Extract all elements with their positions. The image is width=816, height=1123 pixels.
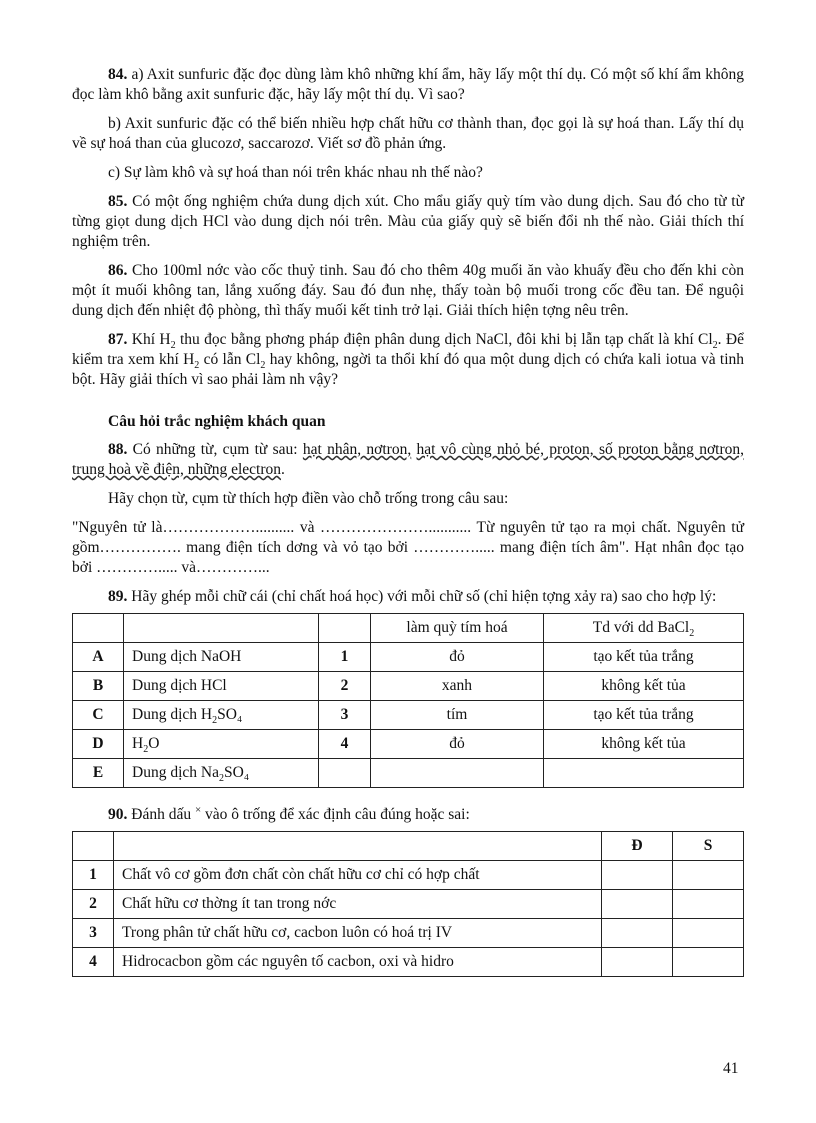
q89-header-row [73, 614, 744, 643]
answer-box-true[interactable] [602, 861, 673, 890]
q86: 86. Cho 100ml nớc vào cốc thuỷ tinh. Sau đó cho thêm 40g muối ăn vào khuấy đều cho đến khi còn một ít muối không tan, lắng xuống đáy. Sau đó đun nhẹ, thấy toàn bộ muối trong cốc đều tan. Để nguội dung dịch đến nhiệt độ phòng, thì thấy muối kết tinh trở lại. Giải thích hiện tợng nêu trên. [72, 262, 744, 319]
table-row: D $H_2O$ 4 đỏ không kết tủa [73, 730, 744, 759]
q90-true-false-table [72, 831, 744, 977]
page-content [72, 65, 744, 977]
table-row: 3 Trong phân tử chất hữu cơ, cacbon luôn có hoá trị IV [73, 919, 744, 948]
header-litmus: làm quỳ tím hoá [371, 614, 544, 643]
q89: 89. Hãy ghép mỗi chữ cái (chỉ chất hoá học) với mỗi chữ số (chỉ hiện tợng xảy ra) sao cho hợp lý: [108, 588, 717, 605]
table-row: B Dung dịch HCl 2 xanh không kết tủa [73, 672, 744, 701]
q90-header-row [73, 832, 744, 861]
table-row: 4 Hidrocacbon gồm các nguyên tố cacbon, oxi và hidro [73, 948, 744, 977]
header-false: S [673, 832, 744, 861]
section-heading: Câu hỏi trắc nghiệm khách quan [108, 413, 326, 430]
q84-b: b) Axit sunfuric đặc có thể biến nhiều hợp chất hữu cơ thành than, đọc gọi là sự hoá than. Lấy thí dụ về sự hoá than của glucozơ, saccarozơ. Viết sơ đồ phản ứng. [72, 115, 744, 152]
answer-box-false[interactable] [673, 861, 744, 890]
header-true: Đ [602, 832, 673, 861]
answer-box-true[interactable] [602, 948, 673, 977]
q89-matching-table [72, 613, 744, 788]
answer-box-false[interactable] [673, 948, 744, 977]
q90: 90. Đánh dấu × vào ô trống để xác định câu đúng hoặc sai: [108, 804, 470, 824]
answer-box-false[interactable] [673, 890, 744, 919]
table-row: A Dung dịch NaOH 1 đỏ tạo kết tủa trắng [73, 643, 744, 672]
answer-box-true[interactable] [602, 890, 673, 919]
q88-instruction: Hãy chọn từ, cụm từ thích hợp điền vào chỗ trống trong câu sau: [108, 490, 509, 507]
q84-c: c) Sự làm khô và sự hoá than nói trên khác nhau nh thế nào? [108, 164, 483, 181]
answer-box-true[interactable] [602, 919, 673, 948]
table-row: C Dung dịch $H_2SO_4$ 3 tím tạo kết tủa trắng [73, 701, 744, 730]
q87: 87. Khí $H_2$ thu đọc bằng phơng pháp điện phân dung dịch NaCl, đôi khi bị lẫn tạp chất là khí $Cl_2$. Để kiểm tra xem khí $H_2$ có lẫn $Cl_2$ hay không, ngời ta thổi khí đó qua một dung dịch có chứa kali iotua và tinh bột. Hãy giải thích vì sao phải làm nh vậy? [72, 331, 745, 388]
table-row: 2 Chất hữu cơ thờng ít tan trong nớc [73, 890, 744, 919]
cross-mark-icon: × [194, 804, 202, 816]
q88-fill-sentence: "Nguyên tử là……………….......... và …………………........... Từ nguyên tử tạo ra mọi chất. Nguyên tử gồm……………. mang điện tích dơng và vỏ tạo bởi …………..... mang điện tích âm". Hạt nhân đọc tạo bởi …………..... và…………... [72, 519, 744, 576]
table-row: 1 Chất vô cơ gồm đơn chất còn chất hữu cơ chỉ có hợp chất [73, 861, 744, 890]
answer-box-false[interactable] [673, 919, 744, 948]
table-row: E Dung dịch $Na_2SO_4$ [73, 759, 744, 788]
q84-a: 84. a) Axit sunfuric đặc đọc dùng làm khô những khí ẩm, hãy lấy một thí dụ. Có một số khí ẩm không đọc làm khô bằng axit sunfuric đặc, hãy lấy một thí dụ. Vì sao? [72, 66, 745, 103]
page-number: 41 [723, 1060, 739, 1077]
header-bacl2: Td với dd BaCl$_2$ [544, 614, 744, 643]
q85: 85. Có một ống nghiệm chứa dung dịch xút. Cho mẩu giấy quỳ tím vào dung dịch. Sau đó cho từ từ từng giọt dung dịch HCl vào dung dịch nói trên. Màu của giấy quỳ sẽ biến đổi nh thế nào. Giải thích thí nghiệm trên. [72, 193, 745, 250]
q88: 88. Có những từ, cụm từ sau: hạt nhân, nơtron, hạt vô cùng nhỏ bé, proton, số proton bằng nơtron, trung hoà về điện, những electron. [72, 441, 745, 478]
